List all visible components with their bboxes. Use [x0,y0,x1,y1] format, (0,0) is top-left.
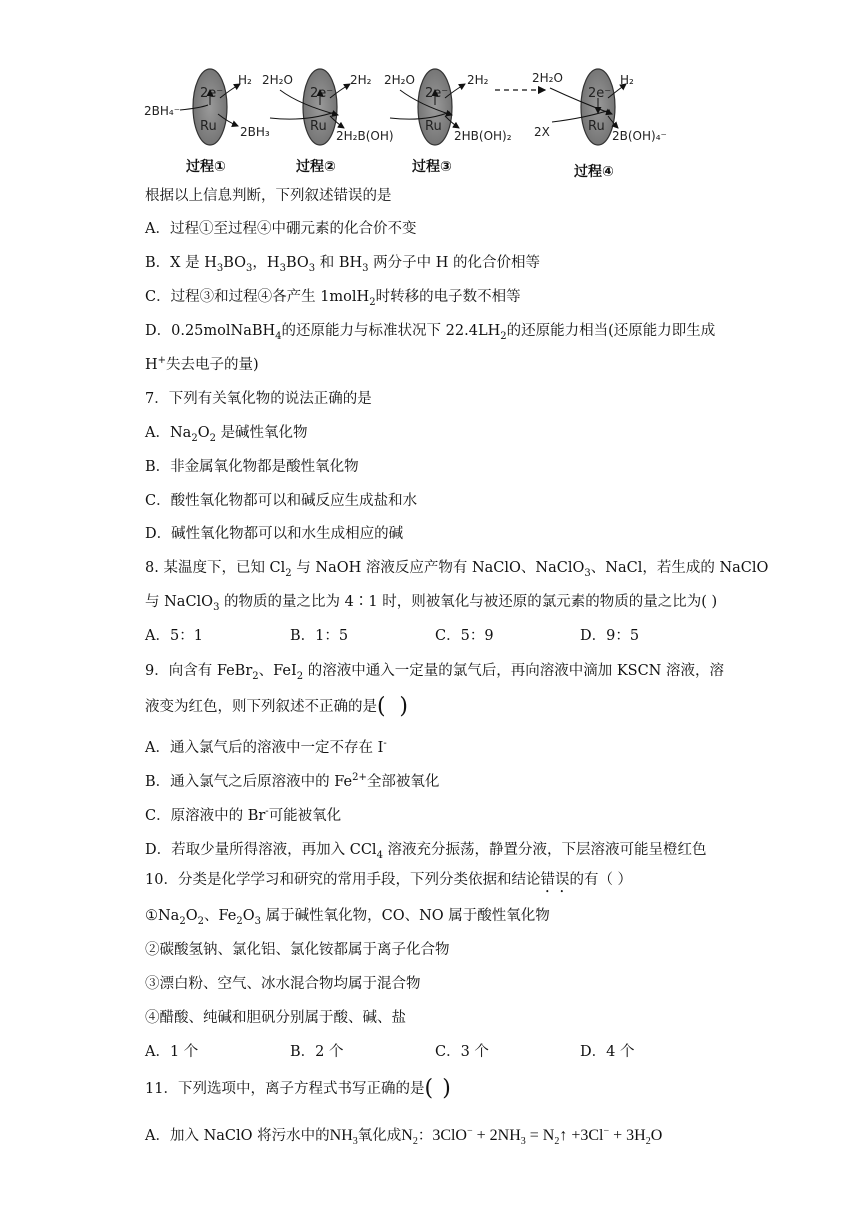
q8-option-a: A．5：1 [145,628,203,644]
svg-text:2H₂O: 2H₂O [384,73,415,87]
svg-text:H₂: H₂ [620,73,634,87]
product-bottom-label: 2BH₃ [240,125,270,139]
svg-text:2B(OH)₄⁻: 2B(OH)₄⁻ [612,129,667,143]
svg-text:Ru: Ru [425,119,442,134]
ru-label: Ru [200,119,217,134]
q10-options [145,1042,725,1062]
q8-option-b: B．1：5 [290,628,349,644]
reactant-label: 2BH₄⁻ [144,104,181,118]
q10-item-2: ②碳酸氢钠、氯化铝、氯化铵都属于离子化合物 [145,942,450,958]
q6-stem: 根据以上信息判断，下列叙述错误的是 [145,188,392,204]
q8-stem-line1: 8. 某温度下，已知 $Cl_2$ 与 NaOH 溶液反应产物有 NaClO、NaClO$_3$、NaCl，若生成的 NaClO [145,560,769,579]
q7-option-a: A．$Na_2O_2$ 是碱性氧化物 [145,425,308,444]
electron-label: 2e⁻ [200,86,224,101]
svg-text:过程②: 过程② [296,159,336,175]
q11-stem: 11．下列选项中，离子方程式书写正确的是( ) [145,1076,451,1101]
q7-option-c: C．酸性氧化物都可以和碱反应生成盐和水 [145,493,418,509]
q10-item-1: $①Na_2O_2$、$Fe_2O_3$ 属于碱性氧化物，CO、NO 属于酸性氧化物 [145,908,550,927]
product-top-label: H₂ [238,73,252,87]
q10-option-c: C．3 个 [435,1044,489,1060]
svg-text:2H₂O: 2H₂O [262,73,293,87]
q9-stem-line1: 9．向含有 FeBr$_2$、FeI$_2$ 的溶液中通入一定量的氯气后，再向溶液中滴加 KSCN 溶液，溶 [145,663,724,682]
q9-option-b: B．通入氯气之后原溶液中的 $Fe^{2+}$全部被氧化 [145,772,440,790]
q7-stem: 7．下列有关氧化物的说法正确的是 [145,391,372,407]
svg-text:Ru: Ru [310,119,327,134]
q10-option-a: A．1 个 [145,1044,199,1060]
svg-text:2HB(OH)₂: 2HB(OH)₂ [454,129,512,143]
q8-options [145,626,725,646]
q7-option-d: D．碱性氧化物都可以和水生成相应的碱 [145,526,404,542]
q9-option-d: D．若取少量所得溶液，再加入 CCl$_4$ 溶液充分振荡，静置分液，下层溶液可能呈橙红色 [145,842,707,861]
q6-option-b: B．X 是 $H_3BO_3$，$H_3BO_3$ 和 $BH_3$ 两分子中 H 的化合价相等 [145,255,541,274]
svg-text:过程④: 过程④ [574,164,614,180]
q8-option-d: D．9：5 [580,628,640,644]
q10-option-b: B．2 个 [290,1044,344,1060]
step-2 [262,69,394,175]
step-1 [144,69,270,175]
q6-option-d: D．0.25molNaBH$_4$的还原能力与标准状况下 $22.4LH_2$的还原能力相当(还原能力即生成 [145,323,716,342]
q6-option-d-cont: H+失去电子的量) [145,355,259,373]
q11-option-a: A．加入 NaClO 将污水中的$NH_3$氧化成$N_2$：$3ClO^- + 2NH_3$ = $N_2↑ +3Cl^- + 3H_2O$ [145,1125,663,1148]
step-label: 过程① [186,159,226,175]
step-4 [532,69,667,180]
svg-text:2H₂O: 2H₂O [532,71,563,85]
q7-option-b: B．非金属氧化物都是酸性氧化物 [145,459,359,475]
q10-option-d: D．4 个 [580,1044,635,1060]
q10-item-3: ③漂白粉、空气、冰水混合物均属于混合物 [145,976,421,992]
q6-option-c: C．过程③和过程④各产生 1molH$_2$时转移的电子数不相等 [145,289,521,308]
q8-option-c: C．5：9 [435,628,494,644]
svg-text:过程③: 过程③ [412,159,452,175]
svg-text:2e⁻: 2e⁻ [310,86,334,101]
q6-option-a: A．过程①至过程④中硼元素的化合价不变 [145,221,417,237]
q9-stem-line2: 液变为红色，则下列叙述不正确的是( ) [145,694,409,719]
step-3 [384,69,512,175]
q9-option-c: C．原溶液中的 Br-可能被氧化 [145,806,342,824]
q8-stem-line2: 与 NaClO$_3$ 的物质的量之比为 4∶1 时，则被氧化与被还原的氯元素的物质的量之比为( ) [145,594,718,613]
svg-text:2H₂: 2H₂ [350,73,372,87]
svg-text:2H₂: 2H₂ [467,73,489,87]
q10-stem: 10．分类是化学学习和研究的常用手段，下列分类依据和结论错误的有（ ） [145,872,633,888]
svg-text:2X: 2X [534,125,550,139]
reaction-mechanism-diagram [140,10,720,180]
svg-text:2e⁻: 2e⁻ [588,86,612,101]
svg-text:2e⁻: 2e⁻ [425,86,449,101]
svg-text:2H₂B(OH): 2H₂B(OH) [336,129,394,143]
q9-option-a: A．通入氯气后的溶液中一定不存在 I- [145,738,387,756]
svg-text:Ru: Ru [588,119,605,134]
q10-item-4: ④醋酸、纯碱和胆矾分别属于酸、碱、盐 [145,1010,406,1026]
